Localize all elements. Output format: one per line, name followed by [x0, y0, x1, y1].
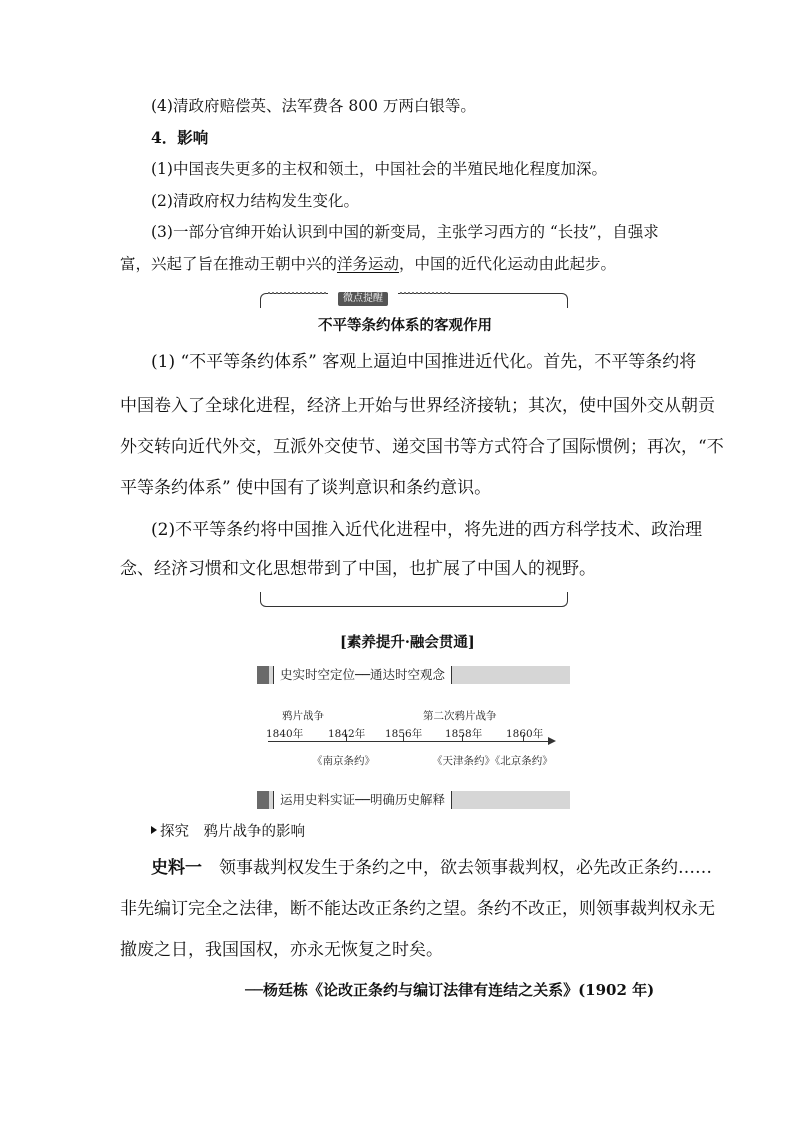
- tip-p1-line-3: 外交转向近代外交，互派外交使节、递交国书等方式符合了国际惯例；再次，“不: [120, 437, 724, 457]
- tip-box-dots-right: [400, 292, 450, 296]
- timeline-tick-1856: [403, 735, 404, 741]
- banner-evidence: [257, 791, 570, 809]
- impact-item-3-line-1: (3)一部分官绅开始认识到中国的新变局，主张学习西方的 “长技”，自强求: [151, 223, 659, 241]
- tip-p1-line-4: 平等条约体系” 使中国有了谈判意识和条约意识。: [120, 478, 492, 498]
- timeline-year-1842: 1842年: [328, 728, 366, 740]
- tip-box-title: 不平等条约体系的客观作用: [318, 317, 492, 334]
- timeline-treaty-nanjing: 《南京条约》: [312, 755, 375, 767]
- timeline-year-1860: 1860年: [506, 728, 544, 740]
- source-label: 史料一: [151, 858, 202, 878]
- impact-item-2: (2)清政府权力结构发生变化。: [151, 192, 359, 210]
- section-heading: [素养提升·融会贯通]: [340, 634, 475, 651]
- timeline-event-second-opium-war: 第二次鸦片战争: [423, 710, 497, 722]
- consequence-item-4: (4)清政府赔偿英、法军费各 800 万两白银等。: [151, 97, 476, 115]
- timeline-event-opium-war: 鸦片战争: [282, 710, 324, 722]
- tip-box-frame-bottom: [260, 592, 568, 607]
- timeline-tick-1860: [523, 735, 524, 741]
- source-line-1-text: 领事裁判权发生于条约之中，欲去领事裁判权，必先改正条约……: [202, 858, 712, 878]
- source-line-3: 撤废之日，我国国权，亦永无恢复之时矣。: [120, 940, 443, 960]
- tip-box-label-text: 微点提醒: [338, 292, 388, 306]
- impact-item-3-text-a: 富，兴起了旨在推动王朝中兴的: [120, 255, 338, 273]
- source-citation: ──杨廷栋《论改正条约与编订法律有连结之关系》(1902 年): [245, 981, 655, 999]
- banner-spacetime-label: 史实时空定位──通达时空观念: [273, 666, 452, 684]
- triangle-marker-icon: [151, 826, 157, 834]
- timeline-year-1840: 1840年: [266, 728, 304, 740]
- impact-heading: 4．影响: [151, 128, 209, 147]
- source-line-1: [151, 857, 712, 879]
- tip-p1-line-2: 中国卷入了全球化进程，经济上开始与世界经济接轨；其次，使中国外交从朝贡: [120, 396, 715, 416]
- impact-item-3-text-b: ，中国的近代化运动由此起步。: [399, 255, 617, 273]
- timeline-arrow: [548, 737, 556, 745]
- banner-lead-block: [257, 791, 269, 809]
- timeline-year-1858: 1858年: [445, 728, 483, 740]
- tip-box-dots-left: [268, 292, 326, 296]
- timeline-year-1856: 1856年: [385, 728, 423, 740]
- banner-spacetime: [257, 666, 570, 684]
- tip-p2-line-1: (2)不平等条约将中国推入近代化进程中，将先进的西方科学技术、政治理: [151, 520, 703, 540]
- tip-p2-line-2: 念、经济习惯和文化思想带到了中国，也扩展了中国人的视野。: [120, 559, 596, 579]
- westernization-movement-term: 洋务运动: [337, 255, 400, 273]
- banner-evidence-label: 运用史料实证──明确历史解释: [273, 791, 452, 809]
- impact-item-1: (1)中国丧失更多的主权和领土，中国社会的半殖民地化程度加深。: [151, 160, 607, 178]
- inquiry-heading: [151, 822, 305, 842]
- tip-p1-line-1: (1) “不平等条约体系” 客观上逼迫中国推进近代化。首先，不平等条约将: [151, 352, 697, 372]
- banner-lead-block: [257, 666, 269, 684]
- timeline-axis: [268, 741, 550, 742]
- inquiry-heading-text: 探究 鸦片战争的影响: [160, 824, 305, 840]
- impact-item-3-line-2: [120, 254, 616, 274]
- source-line-2: 非先编订完全之法律，断不能达改正条约之望。条约不改正，则领事裁判权永无: [120, 899, 715, 919]
- timeline-tick-1842: [346, 735, 347, 741]
- timeline-tick-1858: [462, 735, 463, 741]
- timeline-treaty-tianjin-beijing: 《天津条约》《北京条约》: [432, 755, 553, 767]
- tip-box-label: [328, 286, 398, 304]
